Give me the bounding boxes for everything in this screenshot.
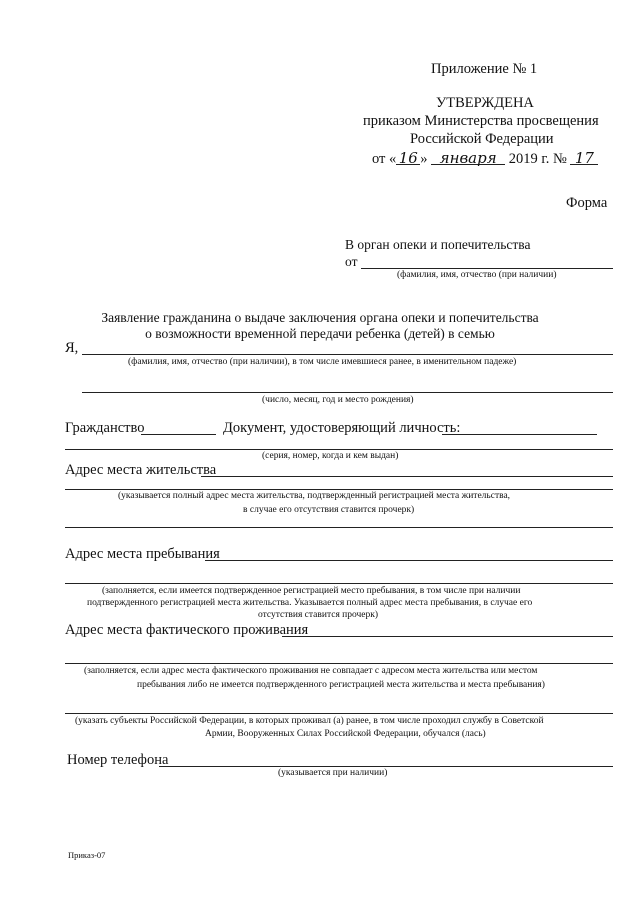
addressee-from-hint: (фамилия, имя, отчество (при наличии) [397,270,557,280]
footer-code: Приказ-07 [68,850,106,860]
stay-address-field-line2[interactable] [65,583,613,584]
subjects-hint-2: Армии, Вооруженных Силах Российской Федерации, обучался (лась) [205,729,486,739]
applicant-i-label: Я, [65,340,79,356]
actual-address-field-line2[interactable] [65,663,613,664]
actual-address-field[interactable] [282,636,613,637]
residence-address-label: Адрес места жительства [65,462,217,478]
id-document-field-line2[interactable] [65,449,613,450]
actual-hint-1: (заполняется, если адрес места фактического проживания не совпадает с адресом места жительства или местом [84,666,538,676]
application-title-line1: Заявление гражданина о выдаче заключения органа опеки и попечительства [101,310,539,325]
approved-label: УТВЕРЖДЕНА [436,95,534,111]
application-title-line2: о возможности временной передачи ребенка (детей) в семью [145,326,495,341]
addressee-from-field[interactable] [361,268,613,269]
phone-hint: (указывается при наличии) [278,768,388,778]
date-day-handwritten: 16 [396,149,420,165]
residence-address-field[interactable] [201,476,613,477]
subjects-field[interactable] [65,713,613,714]
actual-hint-2: пребывания либо не имеется подтвержденного регистрацией места жительства и места пребывания) [137,680,545,690]
stay-address-field[interactable] [205,560,613,561]
date-prefix: от « [372,151,397,167]
residence-hint-1: (указывается полный адрес места жительства, подтвержденный регистрацией места жительства, [118,491,511,501]
applicant-name-hint: (фамилия, имя, отчество (при наличии), в том числе имевшиеся ранее, в именительном падеже) [128,357,517,367]
order-line-1: приказом Министерства просвещения [363,113,599,129]
residence-address-field-line2[interactable] [65,489,613,490]
order-number-handwritten: 17 [570,149,598,165]
residence-hint-2: в случае его отсутствия ставится прочерк) [243,505,415,515]
form-label: Форма [566,195,608,211]
stay-address-label: Адрес места пребывания [65,546,220,562]
id-document-field[interactable] [442,434,597,435]
order-line-2: Российской Федерации [410,131,554,147]
stay-hint-3: отсутствия ставится прочерк) [258,610,379,620]
stay-hint-2: подтвержденного регистрацией места жительства. Указывается полный адрес места пребывания, в случае его [87,598,533,608]
order-date-line [372,149,598,168]
addressee-from-label: от [345,254,358,269]
appendix-number: Приложение № 1 [431,61,538,77]
birth-hint: (число, месяц, год и место рождения) [262,395,414,405]
id-document-label: Документ, удостоверяющий личность: [223,420,461,436]
addressee-to: В орган опеки и попечительства [345,237,531,252]
residence-address-field-line3[interactable] [65,527,613,528]
date-year: 2019 г. № [508,151,567,167]
phone-field[interactable] [159,766,613,767]
stay-hint-1: (заполняется, если имеется подтвержденное регистрацией место пребывания, в том числе при наличии [102,586,521,596]
subjects-hint-1: (указать субъекты Российской Федерации, в которых проживал (а) ранее, в том числе проходил службу в Советской [75,716,544,726]
actual-address-label: Адрес места фактического проживания [65,622,309,638]
citizenship-field[interactable] [141,434,216,435]
date-month-handwritten: января [431,149,505,165]
date-sep: » [420,151,428,167]
applicant-name-field[interactable] [82,354,613,355]
id-document-hint: (серия, номер, когда и кем выдан) [262,451,399,461]
birth-field[interactable] [82,392,613,393]
phone-label: Номер телефона [67,752,169,768]
citizenship-label: Гражданство [65,420,145,436]
